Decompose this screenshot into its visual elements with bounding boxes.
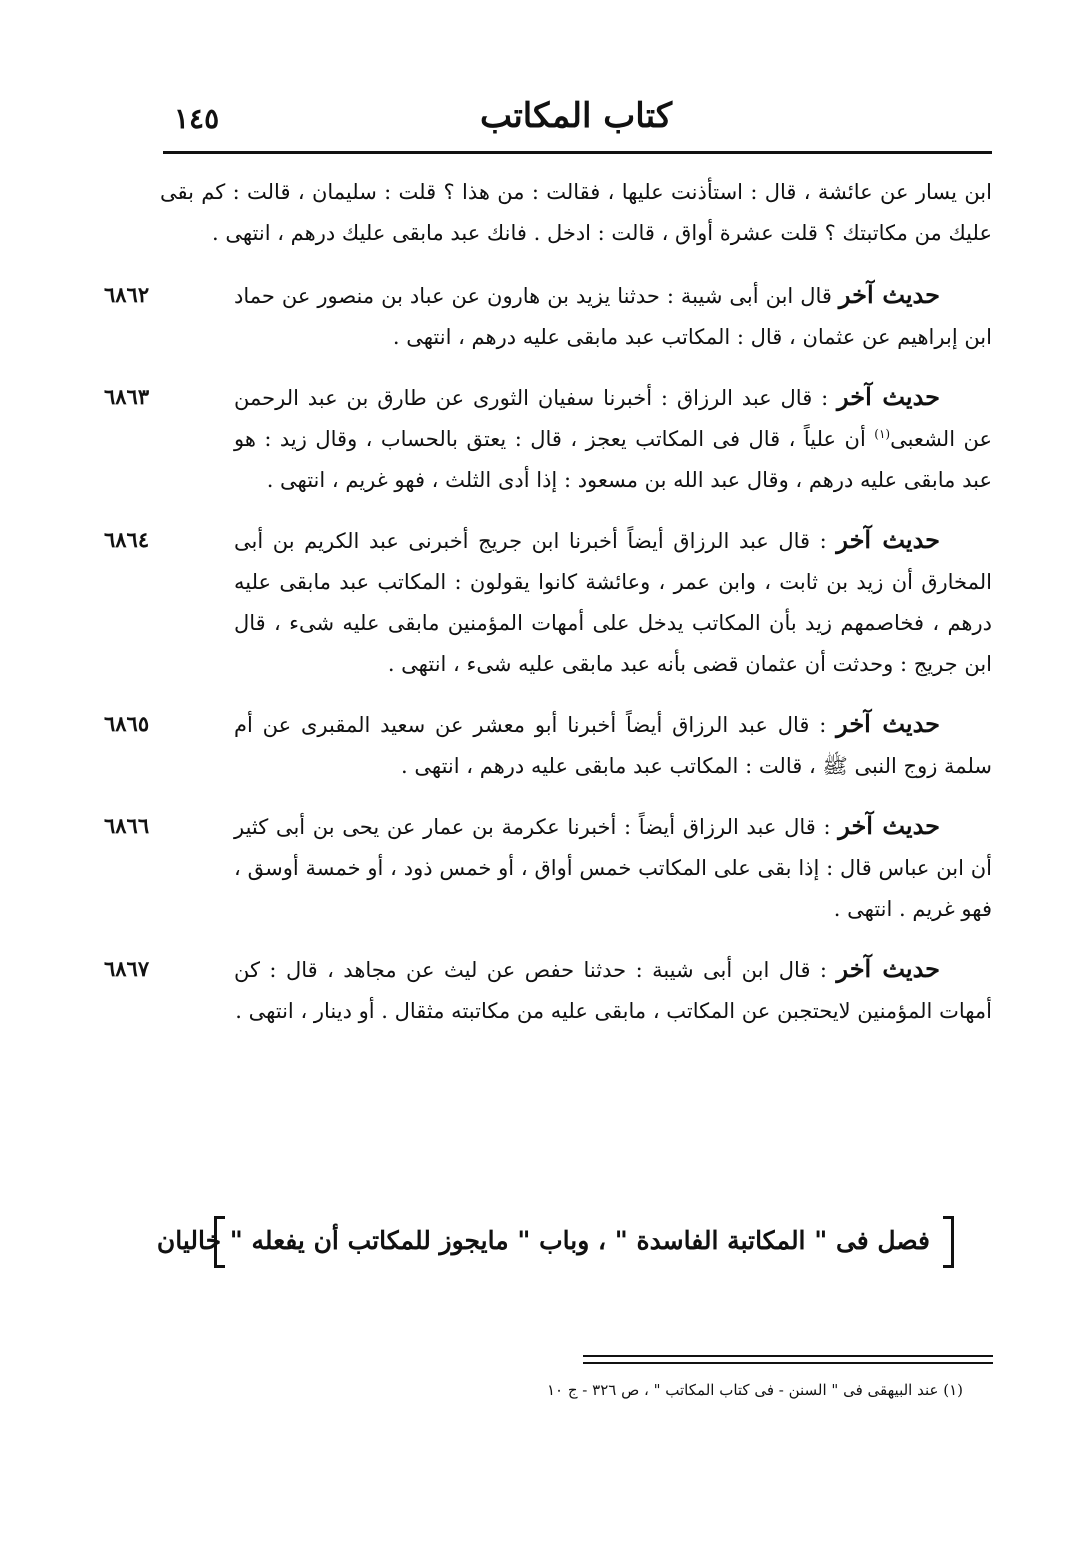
hadith-lead: حديث آخر	[836, 954, 941, 983]
hadith-lead: حديث آخر	[837, 382, 941, 411]
page-number: ١٤٥	[174, 102, 220, 135]
section-heading	[156, 1214, 950, 1268]
hadith-lead: حديث آخر	[836, 525, 941, 554]
hadith-body: : قال عبد الرزاق أيضاً : أخبرنا عكرمة بن عمار عن يحى بن أبى كثير أن ابن عباس قال : إذا بقى على المكاتب خمس أواق ، أو خمس ذود ، أو خمسة أوسق ، فهو غريم . انتهى .	[234, 815, 992, 921]
hadith-number: ٦٨٦٤	[104, 527, 150, 552]
hadith-number: ٦٨٦٦	[104, 813, 150, 838]
hadith-text	[160, 948, 992, 1032]
hadith-body: : قال عبد الرزاق : أخبرنا سفيان الثورى عن طارق بن عبد الرحمن عن الشعبى	[234, 386, 993, 451]
hadith-text	[160, 274, 992, 358]
hadith-text	[160, 519, 992, 685]
hadith-entry	[104, 703, 992, 787]
hadith-text	[160, 805, 992, 930]
hadith-body: قال ابن أبى شيبة : حدثنا يزيد بن هارون عن عباد بن منصور عن حماد ابن إبراهيم عن عثمان ، قال : المكاتب عبد مابقى عليه درهم ، انتهى .	[234, 284, 992, 349]
hadith-body-continued: أن علياً ، قال فى المكاتب يعجز ، قال : يعتق بالحساب ، وقال زيد : هو عبد مابقى عليه درهم ، وقال عبد الله بن مسعود : إذا أدى الثلث ، فهو غريم ، انتهى .	[234, 427, 992, 492]
page-header	[160, 96, 992, 152]
hadith-text	[160, 376, 992, 501]
hadith-text	[160, 703, 992, 787]
hadith-number: ٦٨٦٧	[104, 956, 150, 981]
page-title: كتاب المكاتب	[479, 96, 673, 136]
footnote-rule	[583, 1362, 993, 1364]
footnote: (١) عند البيهقى فى " السنن - فى كتاب المكاتب " ، ص ٣٢٦ - ج ١٠	[546, 1381, 963, 1399]
section-heading-text: فصل فى " المكاتبة الفاسدة " ، وباب " مايجوز للمكاتب أن يفعله " خاليان	[156, 1226, 930, 1255]
hadith-body: : قال ابن أبى شيبة : حدثنا حفص عن ليث عن مجاهد ، قال : كن أمهات المؤمنين لايحتجبن عن المكاتب ، مابقى عليه من مكاتبته مثقال . أو دينار ، انتهى .	[234, 958, 992, 1023]
hadith-lead: حديث آخر	[838, 811, 941, 840]
hadith-body: : قال عبد الرزاق أيضاً أخبرنا أبو معشر عن سعيد المقبرى عن أم سلمة زوج النبى ﷺ ، قالت : المكاتب عبد مابقى عليه درهم ، انتهى .	[234, 713, 992, 778]
hadith-number: ٦٨٦٣	[104, 384, 150, 409]
header-rule	[163, 151, 992, 154]
hadith-lead: حديث آخر	[838, 280, 940, 309]
footnote-marker: (١)	[874, 427, 891, 441]
hadith-entry	[104, 274, 992, 358]
hadith-entry	[104, 805, 992, 930]
footnote-rule	[583, 1355, 993, 1357]
hadith-number: ٦٨٦٢	[104, 282, 150, 307]
page-body	[104, 172, 993, 1032]
hadith-entry	[104, 376, 993, 501]
intro-text: ابن يسار عن عائشة ، قال : استأذنت عليها ، فقالت : من هذا ؟ قلت : سليمان ، قالت : كم بقى عليك من مكاتبتك ؟ قلت عشرة أواق ، قالت : ادخل . فانك عبد مابقى عليك درهم ، انتهى .	[160, 180, 992, 245]
hadith-number: ٦٨٦٥	[104, 711, 150, 736]
hadith-entry	[104, 519, 992, 685]
hadith-entry	[104, 948, 992, 1032]
intro-paragraph	[160, 172, 992, 254]
hadith-lead: حديث آخر	[836, 709, 941, 738]
hadith-body: : قال عبد الرزاق أيضاً أخبرنا ابن جريج أخبرنى عبد الكريم بن أبى المخارق أن زيد بن ثابت ، وابن عمر ، وعائشة كانوا يقولون : المكاتب عبد مابقى عليه درهم ، فخاصمهم زيد بأن المكاتب يدخل على أمهات المؤمنين مابقى عليه شىء ، قال ابن جريج : وحدثت أن عثمان قضى بأنه عبد مابقى عليه شىء ، انتهى .	[234, 529, 992, 676]
